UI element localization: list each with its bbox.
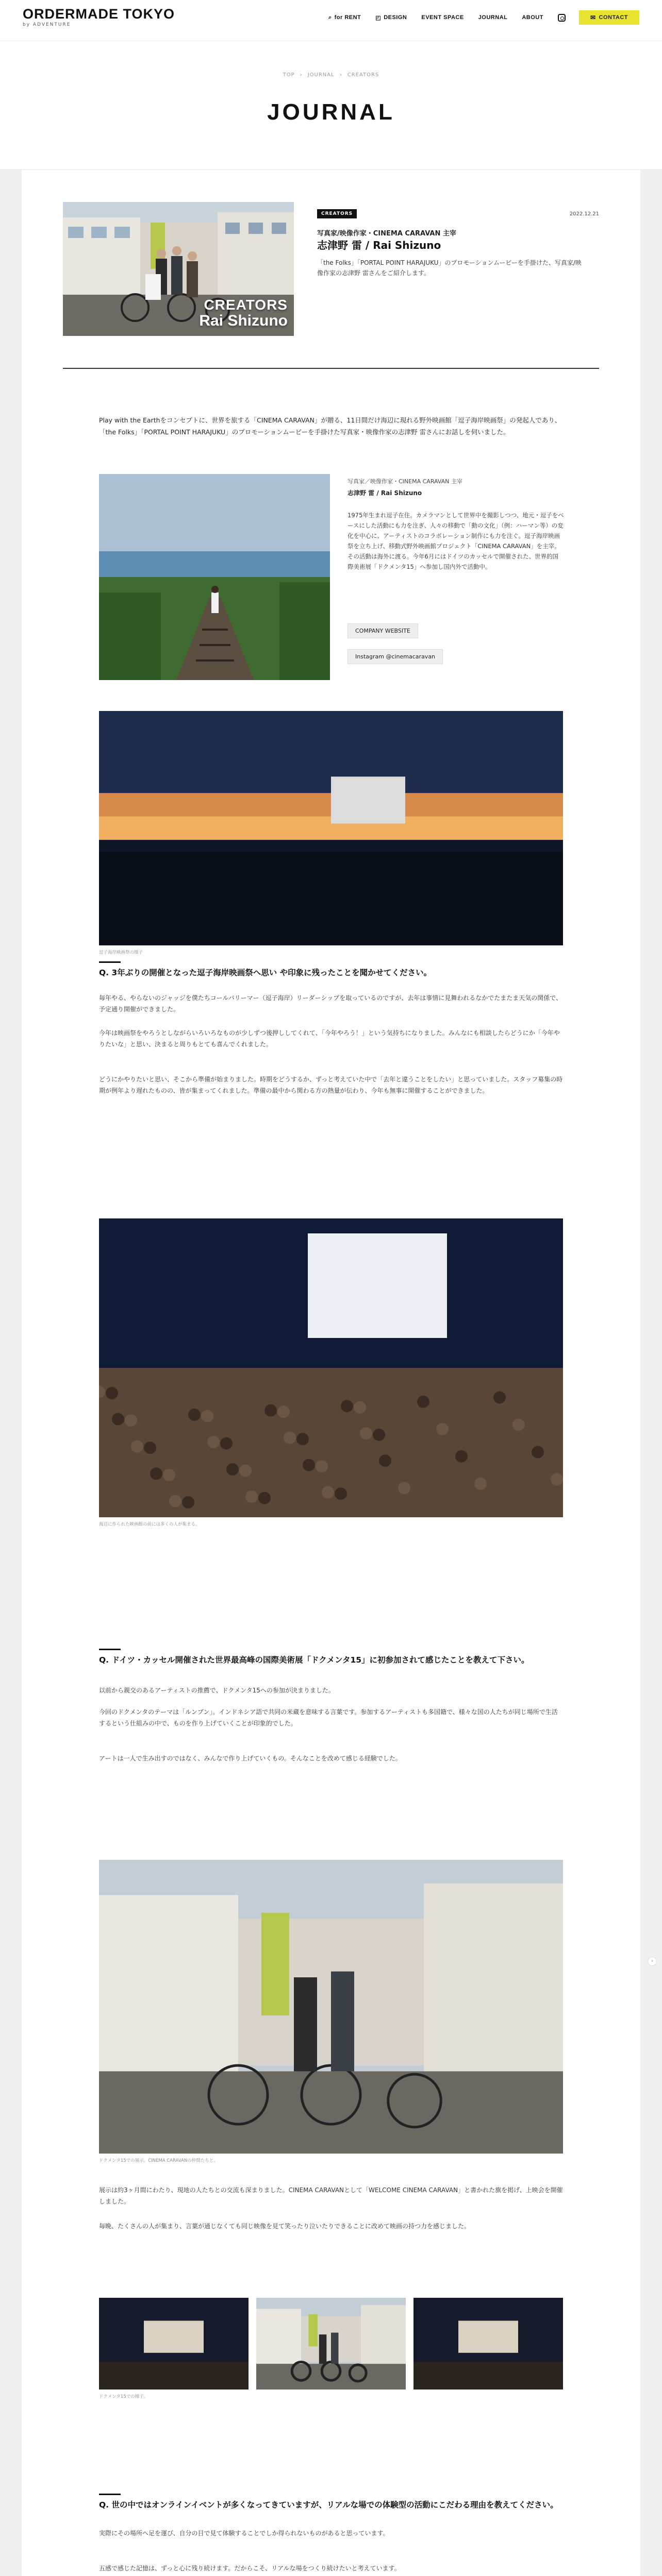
- contact-label: CONTACT: [599, 14, 628, 21]
- article-paragraph: 毎晩、たくさんの人が集まり、言葉が通じなくても同じ映像を見て笑ったり泣いたりできることに改めて映画の持つ力を感じました。: [99, 2223, 471, 2230]
- nav-label: DESIGN: [384, 14, 407, 21]
- logo-subtext: by ADVENTURE: [23, 22, 71, 27]
- instagram-icon[interactable]: [558, 14, 566, 22]
- question-heading: Q. ドイツ・カッセル開催された世界最高峰の国際美術展「ドクメンタ15」に初参加されて感じたことを教えて下さい。: [99, 1655, 529, 1665]
- profile-bio: 1975年生まれ逗子在住。カメラマンとして世界中を撮影しつつ、地元・逗子をベースにした活動にも力を注ぎ、人々の移動で「動の文化」（例：ハーマン等）の変化を中心に、アーティストのコラボレーション制作にも力を注ぐ。逗子海岸映画祭を立ち上げ、移動式野外映画館プロジェクト「CINEMA CARAVAN」を主宰。その活動は海外に渡る。今年6月にはドイツのカッセルで開催された、世界的国際美術展「ドクメンタ15」へ参加し国内外で活動中。: [347, 512, 564, 570]
- documenta-photo: [99, 1860, 563, 2154]
- gallery-photo-2: [256, 2298, 406, 2389]
- article-paragraph: 以前から親交のあるアーティストの推薦で、ドクメンタ15への参加が決まりました。: [99, 1687, 335, 1694]
- divider: [63, 368, 599, 369]
- screening-photo: [99, 1218, 563, 1517]
- breadcrumb-top[interactable]: TOP: [283, 72, 295, 78]
- post-subtitle: 写真家/映像作家・CINEMA CARAVAN 主宰: [317, 230, 456, 238]
- question-bar: [99, 961, 121, 963]
- question-heading: Q. 世の中ではオンラインイベントが多くなってきていますが、リアルな場での体験型の活動にこだわる理由を教えてください。: [99, 2500, 558, 2510]
- question-heading: Q. 3年ぶりの開催となった逗子海岸映画祭へ思い や印象に残ったことを聞かせてください。: [99, 968, 432, 977]
- hero-caption: [199, 297, 288, 329]
- article-paragraph: アートは一人で生み出すのではなく、みんなで作り上げていくもの。そんなことを改めて感じる経験でした。: [99, 1755, 402, 1762]
- breadcrumb: [0, 72, 662, 78]
- hero-caption-category: CREATORS: [204, 297, 288, 313]
- post-name: 志津野 雷 / Rai Shizuno: [317, 239, 441, 251]
- breadcrumb-separator: ›: [339, 72, 342, 78]
- mail-icon: ✉: [590, 14, 596, 21]
- article-paragraph: 実際にその場所へ足を運び、自分の目で見て体験することでしか得られないものがあると思っています。: [99, 2530, 389, 2537]
- article-paragraph: どうにかやりたいと思い、そこから準備が始まりました。時期をどうするか、ずっと考えていた中で「去年と違うことをしたい」と思っていました。スタッフ募集の時期が例年より遅れたものの、皆が集まってくれました。準備の最中から関わる方の熱量が伝わり、今年も無事に開催することができました。: [99, 1076, 563, 1094]
- photo-caption: 逗子海岸映画祭の様子: [99, 950, 143, 955]
- article-paragraph: 今年は映画祭をやろうとしながらいろいろなものが少しずつ後押ししてくれて、「今年やろう！」という気持ちになりました。みんなにも相談したらどうにか「今年やりたいな」と思い、決まると周りもとても喜んでくれました。: [99, 1029, 560, 1048]
- nav-item-design[interactable]: [375, 14, 407, 21]
- gallery-photo-1: [99, 2298, 249, 2389]
- page-title: JOURNAL: [267, 99, 395, 125]
- nav-item-event-space[interactable]: EVENT SPACE: [421, 14, 464, 21]
- category-badge[interactable]: CREATORS: [317, 209, 357, 218]
- article-paragraph: 五感で感じた記憶は、ずっと心に残り続けます。だからこそ、リアルな場をつくり続けたいと考えています。: [99, 2565, 401, 2572]
- article-paragraph: 毎年やる、やらないのジャッジを僕たちコールバリーマー（逗子海岸）リーダーシップを取っているのですが、去年は事情に見舞われるなかでたまたま天気の関係で、予定通り開催ができました。: [99, 994, 562, 1013]
- gallery-photo-3: [413, 2298, 563, 2389]
- profile-role: 写真家／映像作家・CINEMA CARAVAN 主宰: [347, 478, 462, 485]
- instagram-button[interactable]: Instagram @cinemacaravan: [347, 649, 443, 664]
- hero-image: [63, 202, 294, 336]
- logo-text: ORDERMADE TOKYO: [23, 6, 175, 22]
- article-card: [22, 170, 640, 2576]
- post-date: 2022.12.21: [569, 211, 599, 217]
- design-icon: ◰: [375, 14, 382, 21]
- nav-item-for-rent[interactable]: [328, 14, 361, 21]
- breadcrumb-current: CREATORS: [347, 72, 379, 78]
- festival-photo: [99, 711, 563, 945]
- question-bar: [99, 2494, 121, 2495]
- scroll-to-top-icon[interactable]: ›: [648, 1957, 657, 1966]
- article-paragraph: 今回のドクメンタのテーマは「ルンブン」。インドネシア語で共同の米蔵を意味する言葉です。参加するアーティストも多国籍で、様々な国の人たちが同じ場所で生活するという仕組みの中で、ものを作り上げていくことが印象的でした。: [99, 1708, 558, 1727]
- photo-caption: 海辺に作られた映画館の前には多くの人が集まる。: [99, 1522, 200, 1527]
- contact-button[interactable]: [579, 10, 639, 25]
- profile-name: 志津野 雷 / Rai Shizuno: [347, 489, 422, 497]
- company-website-button[interactable]: COMPANY WEBSITE: [347, 623, 418, 638]
- question-bar: [99, 1649, 121, 1650]
- main-nav: [314, 10, 639, 25]
- breadcrumb-separator: ›: [300, 72, 303, 78]
- site-header: [0, 0, 662, 41]
- nav-label: for RENT: [334, 14, 361, 21]
- hero-caption-name: Rai Shizuno: [199, 312, 288, 329]
- article-intro: Play with the Earthをコンセプトに、世界を旅する「CINEMA CARAVAN」が贈る、11日間だけ海辺に現れる野外映画館「逗子海岸映画祭」の発起人であり、「the Folks」「PORTAL POINT HARAJUKU」のプロモーションムービーを手掛けた写真家・映像作家の志津野 雷さんにお話しを伺いました。: [99, 416, 561, 436]
- photo-caption: ドクメンタ15での展示。CINEMA CARAVANの仲間たちと。: [99, 2158, 218, 2163]
- article-paragraph: 展示は約3ヶ月間にわたり、現地の人たちとの交流も深まりました。CINEMA CARAVANとして「WELCOME CINEMA CARAVAN」と書かれた旗を掲げ、上映会を開催しました。: [99, 2187, 563, 2205]
- nav-item-journal[interactable]: JOURNAL: [478, 14, 508, 21]
- nav-item-about[interactable]: ABOUT: [522, 14, 543, 21]
- site-logo[interactable]: [23, 6, 175, 27]
- photo-caption: ドクメンタ15での様子。: [99, 2394, 148, 2399]
- breadcrumb-journal[interactable]: JOURNAL: [307, 72, 335, 78]
- search-icon: ⌕: [328, 14, 332, 21]
- profile-image: [99, 474, 330, 680]
- post-lead: 「the Folks」「PORTAL POINT HARAJUKU」のプロモーションムービーを手掛けた、写真家/映像作家の志津野 雷さんをご紹介します。: [317, 259, 582, 277]
